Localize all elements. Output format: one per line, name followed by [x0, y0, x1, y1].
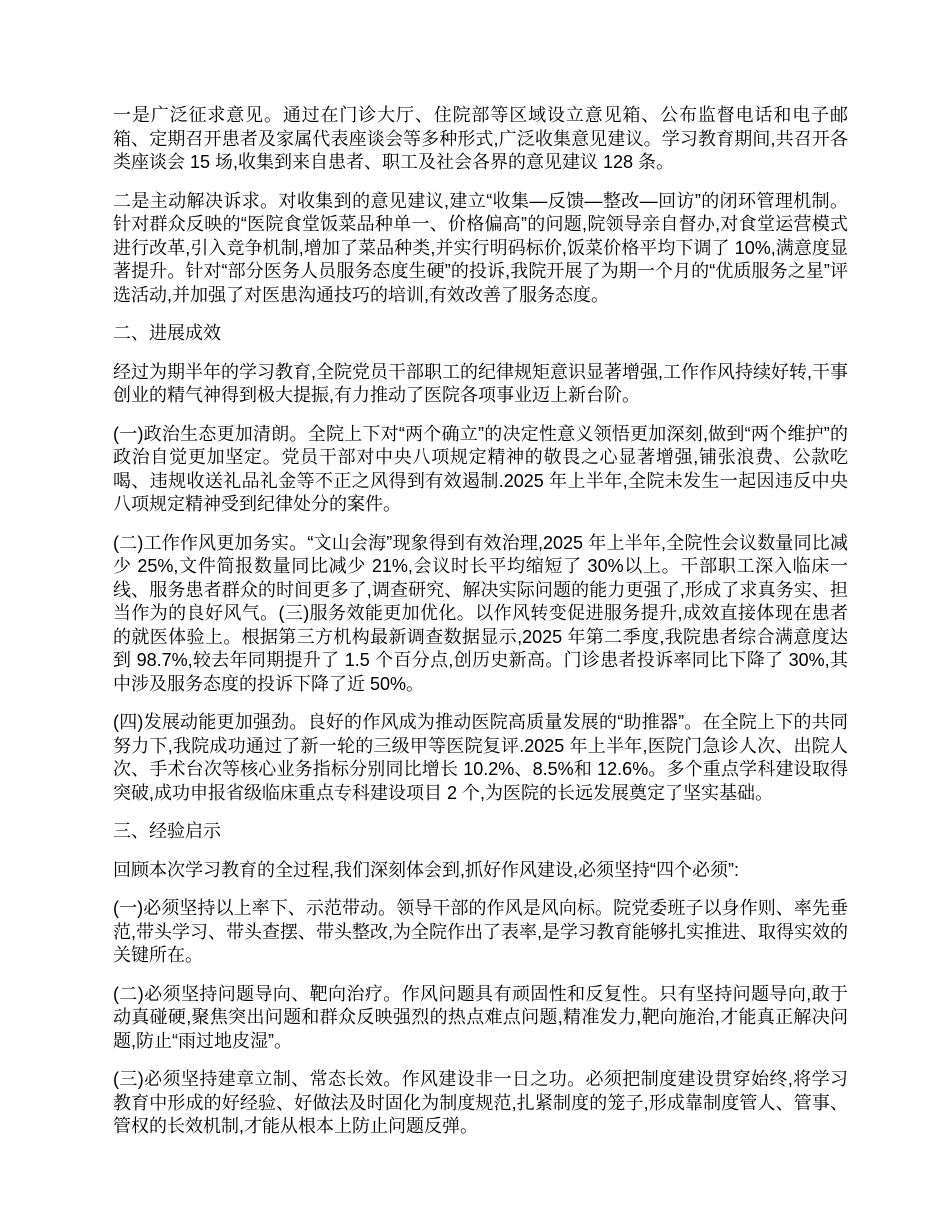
paragraph: 回顾本次学习教育的全过程,我们深刻体会到,抓好作风建设,必须坚持“四个必须”: — [113, 859, 739, 880]
paragraph: (二)工作作风更加务实。“文山会海”现象得到有效治理,2025 年上半年,全院性会议数量同比减少 25%,文件简报数量同比减少 21%,会议时长平均缩短了 30%以上。干部职工深入临床一线、服务患者群众的时间更多了,调查研究、解决实际问题的能力更强了,形成了求真务实、担当作为的良好风气。(三)服务效能更加优化。以作风转变促进服务提升,成效直接体现在患者的就医体验上。根据第三方机构最新调查数据显示,2025 年第二季度,我院患者综合满意度达到 98.7%,较去年同期提升了 1.5 个百分点,创历史新高。门诊患者投诉率同比下降了 30%,其中涉及服务态度的投诉下降了近 50%。 — [113, 532, 848, 694]
paragraph: 经过为期半年的学习教育,全院党员干部职工的纪律规矩意识显著增强,工作作风持续好转,干事创业的精气神得到极大提振,有力推动了医院各项事业迈上新台阶。 — [113, 361, 848, 405]
paragraph: (三)必须坚持建章立制、常态长效。作风建设非一日之功。必须把制度建设贯穿始终,将学习教育中形成的好经验、好做法及时固化为制度规范,扎紧制度的笼子,形成靠制度管人、管事、管权的长效机制,才能从根本上防止问题反弹。 — [113, 1069, 848, 1136]
paragraph: 一是广泛征求意见。通过在门诊大厅、住院部等区域设立意见箱、公布监督电话和电子邮箱、定期召开患者及家属代表座谈会等多种形式,广泛收集意见建议。学习教育期间,共召开各类座谈会 15 场,收集到来自患者、职工及社会各界的意见建议 128 条。 — [113, 105, 848, 172]
document-body — [113, 104, 848, 1139]
paragraph: 二是主动解决诉求。对收集到的意见建议,建立“收集—反馈—整改—回访”的闭环管理机制。针对群众反映的“医院食堂饭菜品种单一、价格偏高”的问题,院领导亲自督办,对食堂运营模式进行改革,引入竞争机制,增加了菜品种类,并实行明码标价,饭菜价格平均下调了 10%,满意度显著提升。针对“部分医务人员服务态度生硬”的投诉,我院开展了为期一个月的“优质服务之星”评选活动,并加强了对医患沟通技巧的培训,有效改善了服务态度。 — [113, 190, 848, 305]
paragraph: (四)发展动能更加强劲。良好的作风成为推动医院高质量发展的“助推器”。在全院上下的共同努力下,我院成功通过了新一轮的三级甲等医院复评.2025 年上半年,医院门急诊人次、出院人次、手术台次等核心业务指标分别同比增长 10.2%、8.5%和 12.6%。多个重点学科建设取得突破,成功申报省级临床重点专科建设项目 2 个,为医院的长远发展奠定了坚实基础。 — [113, 712, 848, 803]
section-heading: 三、经验启示 — [113, 821, 221, 841]
paragraph: (一)必须坚持以上率下、示范带动。领导干部的作风是风向标。院党委班子以身作则、率先垂范,带头学习、带头查摆、带头整改,为全院作出了表率,是学习教育能够扎实推进、取得实效的关键所在。 — [113, 898, 848, 965]
paragraph: (二)必须坚持问题导向、靶向治疗。作风问题具有顽固性和反复性。只有坚持问题导向,敢于动真碰硬,聚焦突出问题和群众反映强烈的热点难点问题,精准发力,靶向施治,才能真正解决问题,防止“雨过地皮湿”。 — [113, 983, 848, 1051]
section-heading: 二、进展成效 — [113, 323, 221, 343]
paragraph: (一)政治生态更加清朗。全院上下对“两个确立”的决定性意义领悟更加深刻,做到“两个维护”的政治自觉更加坚定。党员干部对中央八项规定精神的敬畏之心显著增强,铺张浪费、公款吃喝、违规收送礼品礼金等不正之风得到有效遏制.2025 年上半年,全院未发生一起因违反中央八项规定精神受到纪律处分的案件。 — [113, 423, 848, 514]
